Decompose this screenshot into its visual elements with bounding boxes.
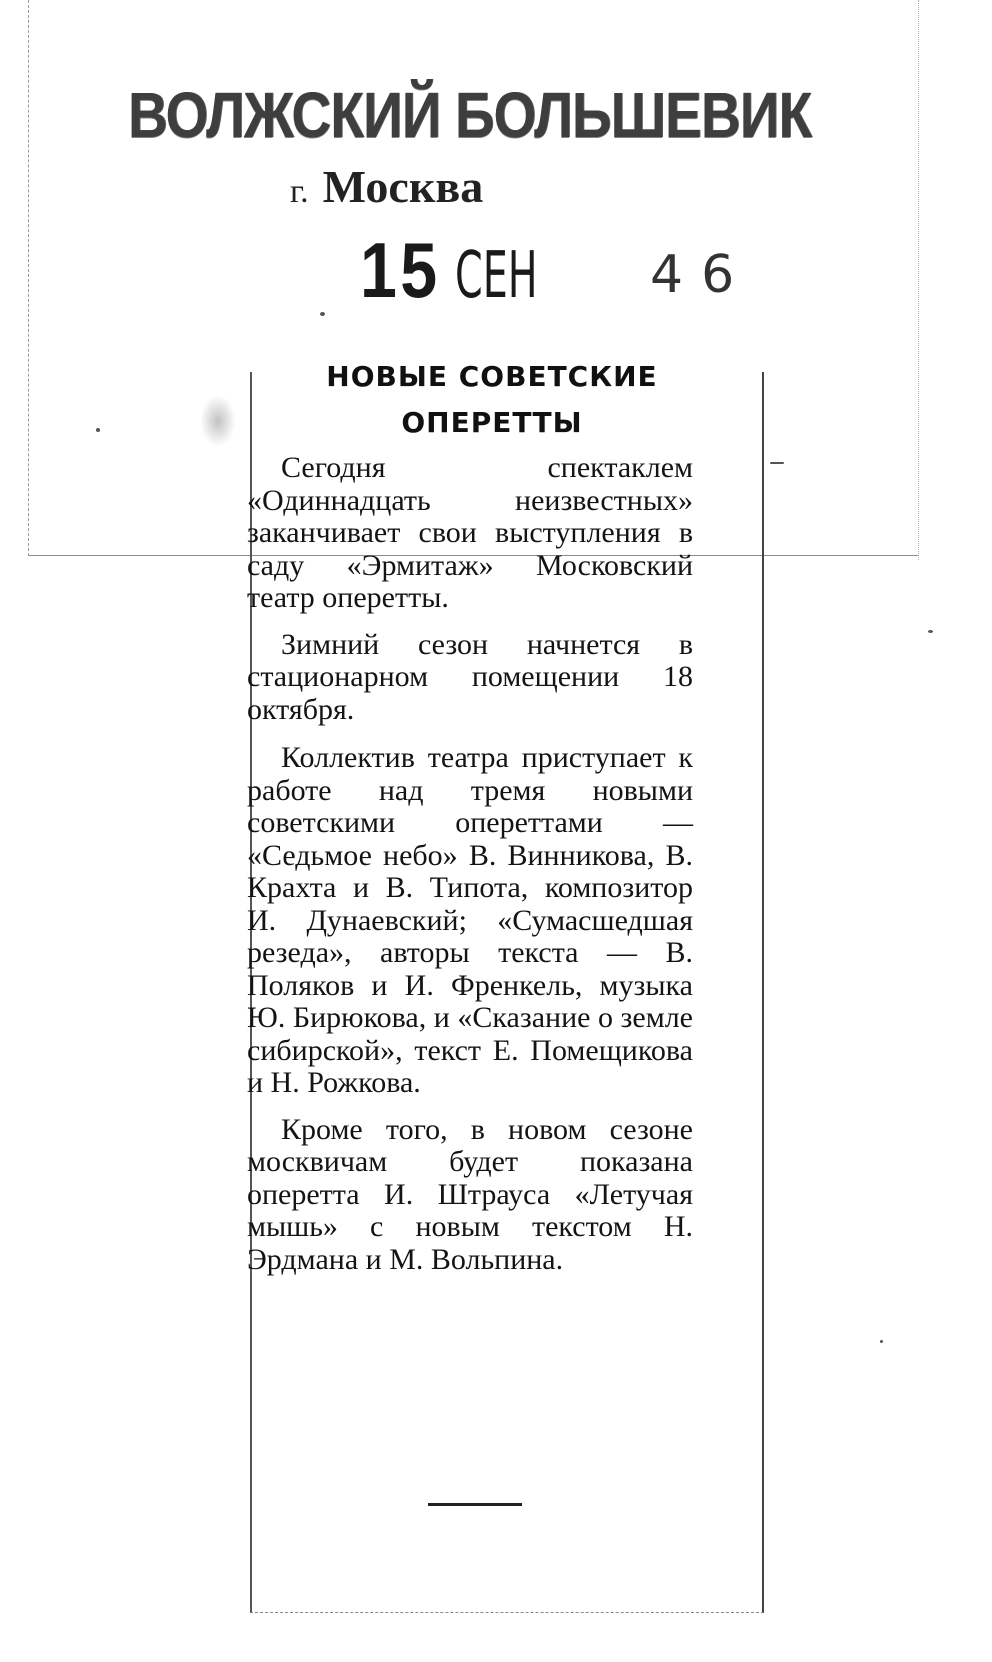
paper-speck xyxy=(96,428,100,432)
article-paragraph: Зимний сезон начнется в стационарном помещении 18 октября. xyxy=(247,627,693,726)
paper-speck xyxy=(320,312,325,316)
paper-speck xyxy=(928,630,933,633)
date-stamp xyxy=(360,225,753,316)
headline-line-2: ОПЕРЕТТЫ xyxy=(401,406,583,439)
article-paragraph: Сегодня спектаклем «Одиннадцать неизвестных» заканчивает свои выступления в саду «Эрмитаж» Московский театр оперетты. xyxy=(247,451,693,614)
article-body xyxy=(247,452,693,1290)
article-paragraph: Кроме того, в новом сезоне москвичам будет показана оперетта И. Штрауса «Летучая мышь» с новым текстом Н. Эрдмана и М. Вольпина. xyxy=(247,1112,693,1276)
headline-line-1: НОВЫЕ СОВЕТСКИЕ xyxy=(326,360,658,393)
date-year: 46 xyxy=(650,245,753,305)
date-day: 15 xyxy=(360,226,441,314)
sheet-edge xyxy=(918,0,919,560)
city-prefix: г. xyxy=(290,173,309,210)
city-stamp xyxy=(290,160,483,213)
paper-speck xyxy=(770,462,784,464)
paper-speck xyxy=(880,1340,883,1343)
date-month: СЕН xyxy=(454,239,538,313)
article-paragraph: Коллектив театра приступает к работе над тремя новыми советскими опереттами — «Седьмое небо» В. Винникова, В. Крахта и В. Типота, композитор И. Дунаевский; «Сумасшедшая резеда», авторы текста — В. Поляков и И. Френкель, музыка Ю. Бирюкова, и «Сказание о земле сибирской», текст Е. Помещикова и Н. Рожкова. xyxy=(247,741,693,1099)
end-rule xyxy=(428,1503,522,1506)
city-name: Москва xyxy=(322,161,484,212)
article-headline xyxy=(262,354,722,446)
ink-smudge xyxy=(200,395,236,447)
newspaper-name-stamp: ВОЛЖСКИЙ БОЛЬШЕВИК xyxy=(128,79,812,151)
